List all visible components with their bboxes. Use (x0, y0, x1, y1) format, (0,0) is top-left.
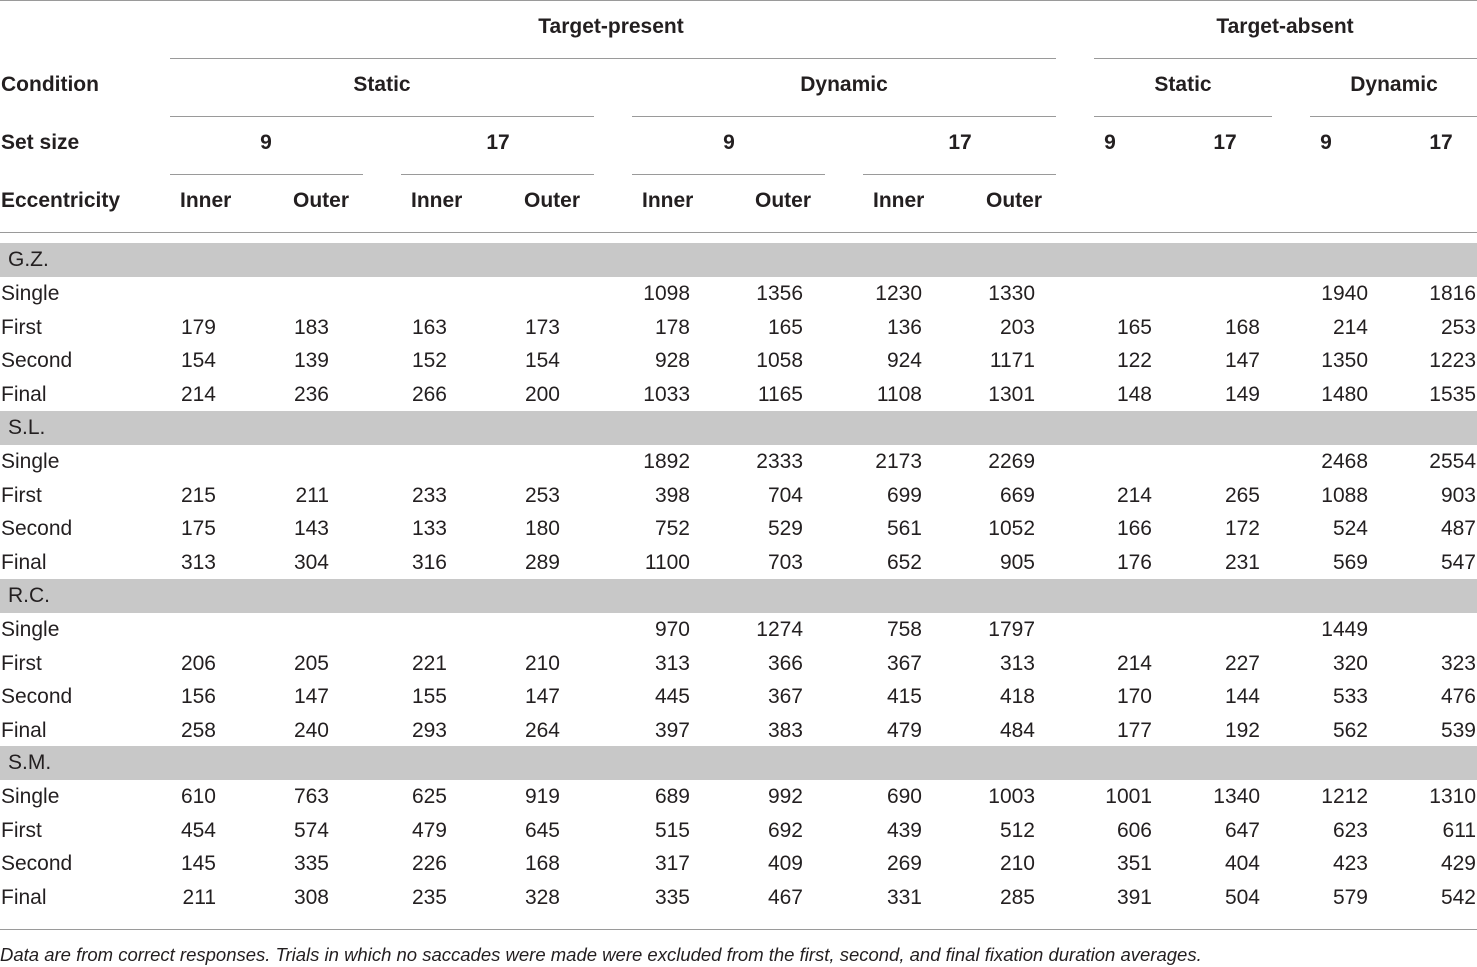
table-cell: 240 (293, 719, 329, 742)
table-cell: 574 (293, 819, 329, 842)
target-present-rule (170, 58, 1056, 59)
table-cell: 154 (180, 349, 216, 372)
table-cell: 1171 (989, 349, 1035, 372)
table-cell: 703 (767, 551, 803, 574)
subject-label: S.M. (8, 751, 52, 774)
table-cell: 992 (767, 785, 803, 808)
row-label-final: Final (1, 383, 47, 406)
table-cell: 168 (524, 852, 560, 875)
table-cell: 467 (767, 886, 803, 909)
static-9-outer-header: Outer (293, 189, 350, 212)
table-cell: 529 (767, 517, 803, 540)
table-cell: 606 (1116, 819, 1152, 842)
table-cell: 335 (654, 886, 690, 909)
table-cell: 147 (524, 685, 560, 708)
table-cell: 214 (1116, 652, 1152, 675)
row-label-first: First (1, 316, 42, 339)
table-cell: 383 (767, 719, 803, 742)
table-cell: 233 (411, 484, 447, 507)
table-cell: 258 (180, 719, 216, 742)
absent-static-header: Static (1154, 73, 1212, 96)
table-cell: 1100 (644, 551, 690, 574)
dynamic-9-inner-header: Inner (642, 189, 694, 212)
table-cell: 264 (524, 719, 560, 742)
table-cell: 122 (1116, 349, 1152, 372)
table-cell: 136 (886, 316, 922, 339)
table-cell: 168 (1224, 316, 1260, 339)
table-cell: 149 (1224, 383, 1260, 406)
row-label-single: Single (1, 618, 60, 641)
row-label-second: Second (1, 517, 73, 540)
static-9-rule (170, 174, 363, 175)
dynamic-9-rule (632, 174, 825, 175)
table-cell: 579 (1332, 886, 1368, 909)
table-cell: 177 (1116, 719, 1152, 742)
table-cell: 1088 (1321, 484, 1368, 507)
table-cell: 183 (293, 316, 329, 339)
dynamic-9-outer-header: Outer (755, 189, 812, 212)
table-cell: 2173 (875, 450, 922, 473)
dynamic-17-rule (863, 174, 1056, 175)
table-cell: 205 (293, 652, 329, 675)
table-cell: 366 (767, 652, 803, 675)
table-cell: 214 (1332, 316, 1368, 339)
present-static-header: Static (353, 73, 411, 96)
table-cell: 1892 (643, 450, 690, 473)
table-cell: 423 (1332, 852, 1368, 875)
table-cell: 690 (886, 785, 922, 808)
table-cell: 610 (180, 785, 216, 808)
table-cell: 1003 (988, 785, 1035, 808)
table-cell: 147 (1224, 349, 1260, 372)
row-label-second: Second (1, 685, 73, 708)
table-cell: 367 (767, 685, 803, 708)
table-cell: 200 (524, 383, 560, 406)
table-cell: 203 (999, 316, 1035, 339)
table-cell: 1098 (643, 282, 690, 305)
table-cell: 351 (1116, 852, 1152, 875)
table-top-rule (0, 0, 1477, 1)
table-cell: 2468 (1321, 450, 1368, 473)
table-cell: 391 (1116, 886, 1152, 909)
table-cell: 323 (1440, 652, 1476, 675)
static-size-9-header: 9 (260, 131, 272, 154)
table-cell: 231 (1224, 551, 1260, 574)
table-cell: 214 (180, 383, 216, 406)
table-cell: 313 (654, 652, 690, 675)
table-cell: 1310 (1429, 785, 1476, 808)
row-label-final: Final (1, 551, 47, 574)
table-cell: 285 (999, 886, 1035, 909)
table-cell: 192 (1224, 719, 1260, 742)
table-cell: 152 (411, 349, 447, 372)
table-cell: 645 (524, 819, 560, 842)
table-cell: 484 (999, 719, 1035, 742)
table-cell: 905 (999, 551, 1035, 574)
row-label-single: Single (1, 450, 60, 473)
table-cell: 1350 (1321, 349, 1368, 372)
table-cell: 1330 (988, 282, 1035, 305)
table-cell: 611 (1442, 819, 1476, 842)
table-cell: 143 (293, 517, 329, 540)
table-cell: 763 (293, 785, 329, 808)
table-cell: 2269 (988, 450, 1035, 473)
table-cell: 211 (182, 886, 216, 909)
row-label-single: Single (1, 785, 60, 808)
table-cell: 226 (411, 852, 447, 875)
table-cell: 211 (295, 484, 329, 507)
absent-dynamic-size-17-header: 17 (1429, 131, 1453, 154)
target-present-header: Target-present (538, 15, 684, 38)
table-cell: 752 (654, 517, 690, 540)
table-cell: 304 (293, 551, 329, 574)
table-cell: 139 (293, 349, 329, 372)
table-cell: 2554 (1429, 450, 1476, 473)
table-cell: 415 (886, 685, 922, 708)
table-cell: 165 (1116, 316, 1152, 339)
table-cell: 173 (524, 316, 560, 339)
static-rule (170, 116, 594, 117)
table-footnote: Data are from correct responses. Trials in which no saccades were made were excluded from the first, second, and final fixation duration averages. (0, 944, 1202, 965)
dynamic-size-9-header: 9 (723, 131, 735, 154)
table-cell: 479 (886, 719, 922, 742)
table-cell: 542 (1440, 886, 1476, 909)
table-cell: 289 (524, 551, 560, 574)
table-cell: 206 (180, 652, 216, 675)
table-cell: 1033 (643, 383, 690, 406)
table-cell: 253 (1440, 316, 1476, 339)
table-cell: 928 (654, 349, 690, 372)
eccentricity-header: Eccentricity (1, 189, 121, 212)
table-cell: 328 (524, 886, 560, 909)
table-cell: 1480 (1321, 383, 1368, 406)
table-cell: 479 (411, 819, 447, 842)
table-cell: 689 (654, 785, 690, 808)
table-cell: 1212 (1321, 785, 1368, 808)
row-label-final: Final (1, 886, 47, 909)
static-size-17-header: 17 (486, 131, 510, 154)
table-cell: 155 (411, 685, 447, 708)
subject-label: G.Z. (8, 248, 49, 271)
table-cell: 569 (1332, 551, 1368, 574)
static-17-inner-header: Inner (411, 189, 463, 212)
table-cell: 172 (1224, 517, 1260, 540)
table-cell: 1274 (756, 618, 803, 641)
table-cell: 652 (886, 551, 922, 574)
table-cell: 166 (1116, 517, 1152, 540)
table-cell: 647 (1224, 819, 1260, 842)
table-cell: 147 (293, 685, 329, 708)
table-cell: 163 (411, 316, 447, 339)
table-cell: 398 (654, 484, 690, 507)
table-cell: 561 (886, 517, 922, 540)
table-cell: 180 (524, 517, 560, 540)
table-cell: 924 (886, 349, 922, 372)
dynamic-size-17-header: 17 (948, 131, 972, 154)
table-cell: 1340 (1213, 785, 1260, 808)
table-cell: 335 (293, 852, 329, 875)
table-cell: 1058 (756, 349, 803, 372)
static-9-inner-header: Inner (180, 189, 232, 212)
table-cell: 562 (1332, 719, 1368, 742)
table-cell: 144 (1224, 685, 1260, 708)
table-cell: 515 (654, 819, 690, 842)
row-label-first: First (1, 819, 42, 842)
table-cell: 445 (654, 685, 690, 708)
table-cell: 154 (524, 349, 560, 372)
table-cell: 512 (999, 819, 1035, 842)
table-cell: 265 (1224, 484, 1260, 507)
table-cell: 758 (886, 618, 922, 641)
table-cell: 1797 (988, 618, 1035, 641)
header-bottom-rule (0, 232, 1477, 233)
table-cell: 178 (654, 316, 690, 339)
condition-header: Condition (1, 73, 99, 96)
subject-label: R.C. (8, 584, 50, 607)
row-label-second: Second (1, 852, 73, 875)
row-label-second: Second (1, 349, 73, 372)
table-cell: 175 (180, 517, 216, 540)
row-label-final: Final (1, 719, 47, 742)
subject-band-rc (0, 579, 1477, 613)
table-cell: 210 (999, 852, 1035, 875)
table-cell: 429 (1440, 852, 1476, 875)
static-17-outer-header: Outer (524, 189, 581, 212)
table-cell: 253 (524, 484, 560, 507)
table-cell: 1816 (1429, 282, 1476, 305)
table-cell: 454 (180, 819, 216, 842)
dynamic-17-outer-header: Outer (986, 189, 1043, 212)
table-cell: 269 (886, 852, 922, 875)
table-cell: 533 (1332, 685, 1368, 708)
table-cell: 156 (180, 685, 216, 708)
present-dynamic-header: Dynamic (800, 73, 888, 96)
table-cell: 1223 (1429, 349, 1476, 372)
table-cell: 1940 (1321, 282, 1368, 305)
target-absent-header: Target-absent (1216, 15, 1354, 38)
table-cell: 317 (654, 852, 690, 875)
table-cell: 397 (654, 719, 690, 742)
table-cell: 308 (293, 886, 329, 909)
table-cell: 1356 (756, 282, 803, 305)
table-cell: 221 (411, 652, 447, 675)
table-cell: 165 (767, 316, 803, 339)
table-cell: 919 (524, 785, 560, 808)
table-cell: 669 (999, 484, 1035, 507)
table-cell: 1230 (875, 282, 922, 305)
absent-static-size-9-header: 9 (1104, 131, 1116, 154)
table-cell: 1301 (988, 383, 1035, 406)
table-cell: 439 (886, 819, 922, 842)
table-cell: 970 (654, 618, 690, 641)
table-cell: 176 (1116, 551, 1152, 574)
absent-static-size-17-header: 17 (1213, 131, 1237, 154)
table-cell: 903 (1440, 484, 1476, 507)
table-cell: 625 (411, 785, 447, 808)
table-cell: 227 (1224, 652, 1260, 675)
static-17-rule (401, 174, 594, 175)
table-cell: 418 (999, 685, 1035, 708)
dynamic-17-inner-header: Inner (873, 189, 925, 212)
table-cell: 235 (411, 886, 447, 909)
table-cell: 487 (1440, 517, 1476, 540)
table-cell: 699 (886, 484, 922, 507)
table-cell: 133 (411, 517, 447, 540)
table-cell: 524 (1332, 517, 1368, 540)
table-cell: 331 (886, 886, 922, 909)
row-label-first: First (1, 652, 42, 675)
table-cell: 623 (1332, 819, 1368, 842)
absent-dynamic-rule (1310, 116, 1477, 117)
absent-dynamic-size-9-header: 9 (1320, 131, 1332, 154)
subject-band-sl (0, 411, 1477, 445)
table-cell: 313 (999, 652, 1035, 675)
table-cell: 320 (1332, 652, 1368, 675)
table-cell: 148 (1116, 383, 1152, 406)
table-cell: 547 (1440, 551, 1476, 574)
subject-label: S.L. (8, 416, 46, 439)
subject-band-gz (0, 243, 1477, 277)
absent-static-rule (1094, 116, 1272, 117)
table-cell: 504 (1224, 886, 1260, 909)
table-cell: 704 (767, 484, 803, 507)
table-cell: 409 (767, 852, 803, 875)
table-cell: 266 (411, 383, 447, 406)
table-cell: 145 (180, 852, 216, 875)
subject-band-sm (0, 746, 1477, 780)
row-label-first: First (1, 484, 42, 507)
table-cell: 316 (411, 551, 447, 574)
target-absent-rule (1094, 58, 1477, 59)
table-cell: 1001 (1105, 785, 1152, 808)
table-cell: 214 (1116, 484, 1152, 507)
table-cell: 236 (293, 383, 329, 406)
table-cell: 210 (524, 652, 560, 675)
table-cell: 1535 (1429, 383, 1476, 406)
table-cell: 539 (1440, 719, 1476, 742)
table-cell: 692 (767, 819, 803, 842)
table-cell: 1165 (757, 383, 803, 406)
table-cell: 404 (1224, 852, 1260, 875)
absent-dynamic-header: Dynamic (1350, 73, 1438, 96)
table-cell: 179 (180, 316, 216, 339)
table-cell: 367 (886, 652, 922, 675)
table-cell: 293 (411, 719, 447, 742)
table-cell: 170 (1116, 685, 1152, 708)
set-size-header: Set size (1, 131, 80, 154)
dynamic-rule (632, 116, 1056, 117)
table-cell: 1108 (876, 383, 922, 406)
table-cell: 1052 (988, 517, 1035, 540)
table-cell: 2333 (756, 450, 803, 473)
row-label-single: Single (1, 282, 60, 305)
table-cell: 476 (1440, 685, 1476, 708)
table-bottom-rule (0, 929, 1477, 930)
table-cell: 215 (180, 484, 216, 507)
table-cell: 1449 (1321, 618, 1368, 641)
table-cell: 313 (180, 551, 216, 574)
